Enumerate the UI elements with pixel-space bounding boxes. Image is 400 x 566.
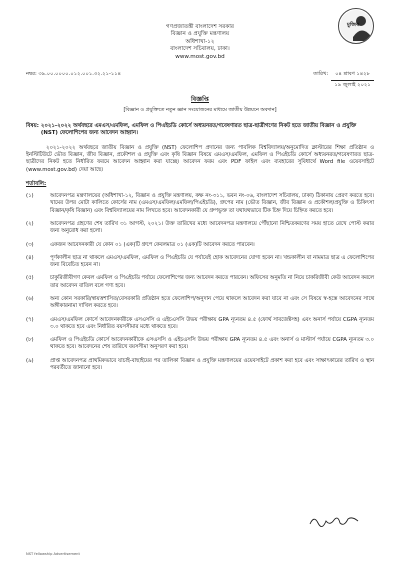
subject-line [26, 123, 374, 138]
condition-item [26, 317, 374, 332]
condition-number: (২) [26, 220, 34, 227]
condition-item [26, 358, 374, 373]
condition-item [26, 242, 374, 249]
reference-row [26, 71, 374, 90]
condition-number: (৯) [26, 357, 34, 364]
condition-item [26, 193, 374, 215]
condition-item [26, 255, 374, 270]
condition-number: (৪) [26, 254, 34, 261]
website-link[interactable]: www.most.gov.bd [175, 53, 225, 60]
condition-number: (৬) [26, 296, 34, 302]
condition-number: (৫) [26, 275, 34, 282]
intro-paragraph: ২০২১-২০২২ অর্থবছরে জাতীয় বিজ্ঞান ও প্রযুক্তি (NST) ফেলোশিপ প্রদানের জন্য পাবলিক বিশ্ববিদ্যালয়/অনুমোদিত ক্লাস্টারের শিক্ষা প্রতিষ্ঠান ও ইনস্টিটিউটে ভৌত বিজ্ঞান, জীব বিজ্ঞান, প্রকৌশল ও প্রযুক্তি এবং কৃষি বিজ্ঞান বিষয়ে এমএস/এমফিল, এমফিল ও পিএইচডি কোর্সে অধ্যয়নরত/গবেষণারত ছাত্র-ছাত্রীদের নিকট হতে নির্ধারিত ফরমে আবেদন আহ্বান করা যাচ্ছে। আবেদন ফরম এবং PDF ফাইল এবং ব্যবহারের সুবিধার্থে Word file ওয়েবসাইটে (www.most.gov.bd) দেয়া আছে। [26, 144, 374, 173]
mujib-logo [338, 8, 374, 44]
letterhead [26, 24, 374, 61]
condition-item [26, 337, 374, 352]
govt-name: গণপ্রজাতন্ত্রী বাংলাদেশ সরকার [166, 24, 234, 30]
conditions-list [26, 193, 374, 372]
condition-text: পূর্ণকালীন ছাত্র না থাকলে এমএস/এমফিল, এমফিল ও পিএইচডি যে পর্যায়েই হোক আবেদনের যোগ্য হবেন না। খন্ডকালীন বা নামমাত্র ছাত্র এ ফেলোশিপের জন্য বিবেচিত হবেন না। [50, 254, 374, 269]
condition-number: (৮) [26, 337, 34, 344]
condition-text: আবেদনপত্র গ্রহণের শেষ তারিখ ৩১ আগস্ট, ২০২১। উক্ত তারিখের মধ্যে আবেদনপত্র মন্ত্রণালয়ে পৌঁছানো নিশ্চিতকরণের সময় হাতে রেখে পোস্ট করার জন্য অনুরোধ করা হলো। [50, 220, 374, 235]
date-block [313, 71, 374, 90]
condition-item [26, 296, 374, 311]
condition-text: এমফিল ও পিএইচডি কোর্সে আবেদনকারীকে এসএসসি ও এইচএসসি উভয় পরীক্ষায় GPA ন্যূনতম ৪.৫ এবং অনার্স ও মাস্টার্স পর্যায়ে CGPA ন্যূনতম ৩.০ থাকতে হবে। আবেদনের শেষ তারিখে বয়সসীমা অনুসরণ করা হবে। [50, 337, 374, 351]
ministry-name: বিজ্ঞান ও প্রযুক্তি মন্ত্রণালয় [170, 31, 230, 38]
condition-text: চাকুরিজীবীগণ কেবল এমফিল ও পিএইচডি পর্যায়ে ফেলোশিপের জন্য আবেদন করতে পারবেন। অফিসের অনুমতি না নিয়ে চাকরিজীবী কেউ আবেদন করলে তার আবেদন বাতিল বলে গণ্য হবে। [50, 275, 374, 289]
footer-note: NST fellowship Advertisement [26, 552, 80, 556]
branch-name: অধিশাখা-১২ [185, 38, 215, 45]
notice-subtitle: [বিজ্ঞান ও প্রযুক্তিতে নতুন জ্ঞান সংযোজনের মাধ্যমে জাতীয় উন্নয়নে অবদান] [123, 107, 277, 114]
condition-text: একজন আবেদনকারী যে কোন ০১ (এক)টি গ্রুপে কেবলমাত্র ০১ (এক)টি আবেদন করতে পারবেন। [50, 241, 255, 248]
notice-title: বিজ্ঞপ্তি [191, 96, 209, 104]
memo-number: নম্বর: ৩৯.০০.০০০০.০১২.০০১.৩২.২১-১১৪ [26, 71, 121, 78]
date-gregorian: ১৯ জুলাই ২০২১ [334, 82, 371, 89]
condition-text: প্রাপ্ত আবেদনপত্র প্রাথমিকভাবে যাচাই-বাছাইয়ের পর তালিকা বিজ্ঞান ও প্রযুক্তি মন্ত্রণালয়ের ওয়েবসাইটে প্রকাশ করা হবে এবং সাক্ষাৎকারের তারিখ ও স্থান পরবর্তীতে জানানো হবে। [50, 357, 374, 372]
condition-number: (৩) [26, 241, 34, 248]
date-bangla: ০৪ শ্রাবণ ১৪২৮ [331, 71, 374, 81]
conditions-heading: শর্তাবলি: [26, 181, 47, 188]
date-label: তারিখ: [313, 71, 329, 78]
condition-item [26, 275, 374, 290]
condition-number: (১) [26, 193, 34, 200]
condition-text: এমএস/এমফিল কোর্সে আবেদনকারীকে এসএসসি ও এইচএসসি উভয় পরীক্ষায় GPA ন্যূনতম ৪.৫ (ফোর্থ সাবজেক্টসহ) এবং অনার্স পর্যায়ে CGPA ন্যূনতম ৩.০ থাকতে হবে এবং নির্ধারিত বয়সসীমার মধ্যে থাকতে হবে। [50, 316, 374, 330]
condition-text: আবেদনপত্র মন্ত্রণালয়ের (অধিশাখা-১২, বিজ্ঞান ও প্রযুক্তি মন্ত্রণালয়, কক্ষ নং-৩১১, ভবন নং-০৬, বাংলাদেশ সচিবালয়, ঢাকা) ঠিকানায় প্রেরণ করতে হবে। খামের উপর মোটা কালিতে কোর্সের নাম (এমএস/এমফিল/এমফিল/পিএইচডি), গ্রুপের নাম (ভৌত বিজ্ঞান, জীব বিজ্ঞান ও প্রকৌশল/প্রযুক্তি ও চিকিৎসা বিজ্ঞান/কৃষি বিজ্ঞান) এবং বিশ্ববিদ্যালয়ের নাম লিখতে হবে। আবেদনকারী যে গ্রুপভুক্ত তা যথাযথভাবে টিক চিহ্ন দিয়ে চিহ্নিত করতে হবে। [50, 193, 374, 214]
subject-text: ২০২১-২০২২ অর্থবছরে এমএস/এমফিল, এমফিল ও পিএইচডি কোর্সে অধ্যয়নরত/গবেষণারত ছাত্র-ছাত্রীগণের নিকট হতে জাতীয় বিজ্ঞান ও প্রযুক্তি (NST) ফেলোশিপের জন্য আবেদন আহ্বান। [40, 123, 357, 137]
logo-text: মুজিব [347, 22, 360, 28]
signature [308, 512, 360, 530]
subject-label: বিষয়: [26, 123, 39, 130]
condition-number: (৭) [26, 316, 34, 323]
condition-text: অন্য কোন সরকারি/স্বায়ত্তশাসিত/বেসরকারি প্রতিষ্ঠান হতে ফেলোশিপ/অনুদান পেয়ে থাকলে আবেদন করা যাবে না এবং সে বিষয়ে স্ব-হস্তে আবেদনের সাথে অঙ্গীকারনামা দাখিল করতে হবে। [50, 296, 374, 310]
condition-item [26, 221, 374, 236]
office-location: বাংলাদেশ সচিবালয়, ঢাকা। [170, 46, 230, 53]
